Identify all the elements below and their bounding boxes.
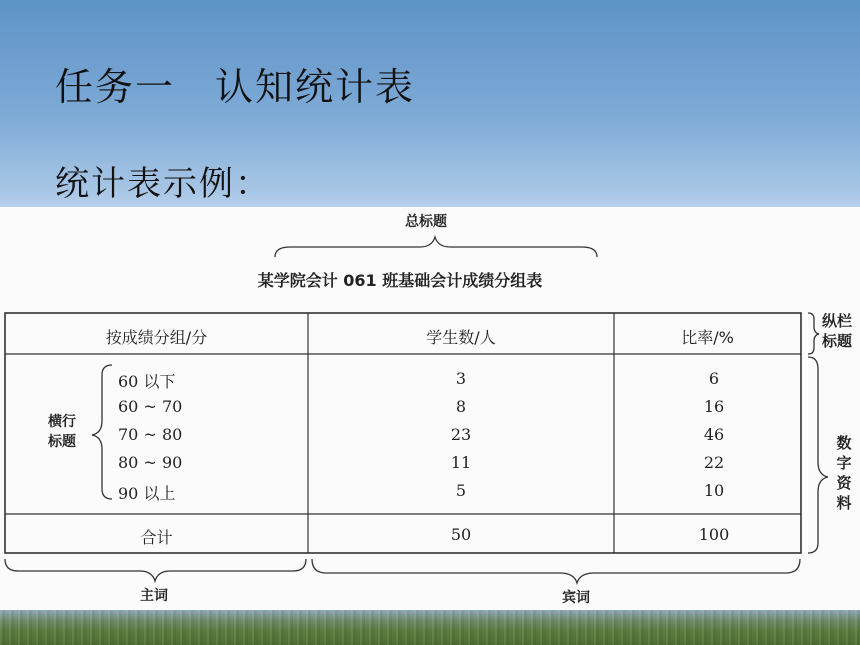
table-cell-students: 8 — [455, 397, 467, 416]
numeric-data-label-char-2: 字 — [836, 454, 852, 472]
table-cell-students: 11 — [450, 453, 472, 472]
total-ratio: 100 — [698, 525, 730, 544]
table-cell-ratio: 16 — [703, 397, 725, 416]
grass-texture — [0, 610, 860, 645]
column-header-label-line-2: 标题 — [822, 332, 853, 350]
subject-label: 主词 — [140, 588, 168, 604]
table-cell-ratio: 46 — [703, 425, 725, 444]
header-group: 按成绩分组/分 — [105, 328, 208, 347]
table-cell-ratio: 22 — [703, 453, 725, 472]
row-header-label — [48, 412, 76, 452]
subject-brace — [5, 559, 306, 581]
numeric-data-label-char-3: 资 — [836, 474, 852, 492]
table-cell-students: 3 — [455, 369, 467, 388]
row-header-label-line-2: 标题 — [48, 434, 76, 450]
header-students: 学生数/人 — [426, 328, 496, 347]
column-header-brace — [808, 313, 819, 354]
column-header-label-line-1: 纵栏 — [822, 312, 853, 330]
table-row-label: 80 ~ 90 — [118, 453, 183, 472]
table-row-label: 70 ~ 80 — [118, 425, 183, 444]
table-title: 某学院会计 061 班基础会计成绩分组表 — [257, 271, 543, 290]
numeric-data-label-char-4: 料 — [836, 494, 852, 512]
table-cell-ratio: 10 — [703, 481, 725, 500]
table-row-label: 60 以下 — [118, 372, 176, 391]
column-header-label — [822, 311, 860, 351]
slide-heading: 任务一 认知统计表 — [55, 65, 416, 109]
table-cell-students: 23 — [450, 425, 472, 444]
predicate-brace — [312, 559, 800, 583]
table-row-label: 60 ~ 70 — [118, 397, 183, 416]
overall-title-label: 总标题 — [405, 214, 447, 230]
total-students: 50 — [450, 525, 472, 544]
slide-subheading: 统计表示例： — [55, 164, 271, 204]
numeric-data-label — [834, 433, 854, 513]
table-cell-students: 5 — [455, 481, 467, 500]
row-header-label-line-1: 横行 — [48, 414, 76, 430]
predicate-label: 宾词 — [562, 590, 590, 606]
numeric-data-label-char-1: 数 — [836, 434, 852, 452]
row-header-brace — [92, 365, 112, 499]
statistical-table-figure — [0, 207, 860, 610]
overall-title-brace — [275, 237, 597, 257]
table-row-label: 90 以上 — [118, 484, 176, 503]
header-ratio: 比率/% — [681, 328, 734, 347]
table-cell-ratio: 6 — [708, 369, 720, 388]
total-label: 合计 — [140, 528, 173, 547]
